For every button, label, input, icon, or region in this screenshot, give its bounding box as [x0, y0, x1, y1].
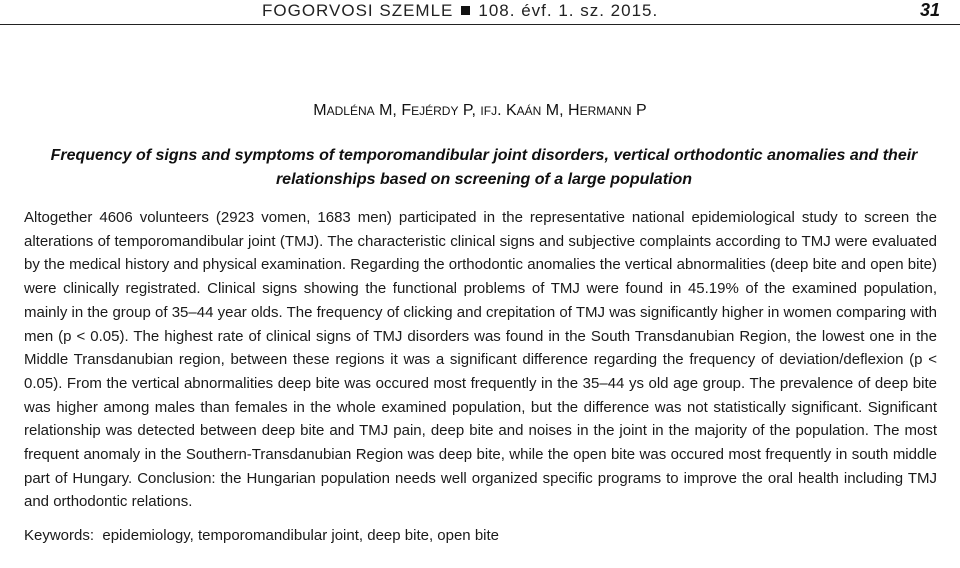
header-rule — [0, 24, 960, 25]
author-3-sep: . — [497, 102, 506, 119]
author-1-rest: ADLÉNA — [326, 104, 375, 118]
journal-issue: 108. évf. 1. sz. 2015. — [478, 1, 659, 20]
author-4-initial: P — [631, 102, 647, 119]
author-4-rest: ERMANN — [579, 104, 632, 118]
author-2-first: F — [401, 102, 412, 119]
journal-info — [262, 1, 658, 21]
abstract-text: Altogether 4606 volunteers (2923 vomen, 1683 men) participated in the representative national epidemiological study to screen the alterations of temporomandibular joint (TMJ). The characteristic clinical signs and subjective complaints according to TMJ were evaluated by the medical history and physical examination. Regarding the orthodontic anomalies the vertical abnormalities (deep bite and open bite) were clinically registrated. Clinical signs showing the functional problems of TMJ were found in 45.19% of the examined population, mainly in the group of 35–44 year olds. The frequency of clicking and crepitation of TMJ was significantly higher in women comparing with men (p < 0.05). The highest rate of clinical signs of TMJ disorders was found in the South Transdanubian Region, the lowest one in the Middle Transdanubian region, between these regions it was a significant difference regarding the frequency of deviation/deflexion (p < 0.05). From the vertical abnormalities deep bite was occured most frequently in the 35–44 ys old age group. The prevalence of deep bite was higher among males than females in the whole examined population, but the difference was not statistically significant. Significant relationship was detected between deep bite and TMJ pain, deep bite and noises in the joint in the majority of the population. The most frequent anomaly in the Southern-Transdanubian Region was deep bite, while the open bite was occured most frequently in south middle part of Hungary. Conclusion: the Hungarian population needs well organized specific programs to improve the oral health including TMJ and orthodontic relations. — [24, 209, 937, 511]
author-3-initial: M, — [541, 102, 568, 119]
author-1-initial: M, — [374, 102, 402, 119]
article-title: Frequency of signs and symptoms of temporomandibular joint disorders, vertical orthodontic anomalies and their relationships based on screening of a large population — [50, 147, 918, 188]
author-3-rest: AÁN — [516, 104, 542, 118]
square-bullet-icon — [461, 6, 470, 15]
keywords: Keywords: epidemiology, temporomandibular joint, deep bite, open bite — [24, 527, 500, 544]
author-1-first: M — [313, 102, 327, 119]
author-3-ifj: IFJ — [480, 104, 498, 118]
author-2-rest: EJÉRDY — [411, 104, 459, 118]
author-list — [0, 102, 960, 120]
journal-name: FOGORVOSI SZEMLE — [262, 1, 454, 20]
author-2-initial: P, — [458, 102, 481, 119]
author-4-first: H — [568, 102, 580, 119]
running-header — [0, 0, 960, 24]
page-number: 31 — [919, 0, 940, 20]
author-3-first: K — [505, 102, 517, 119]
